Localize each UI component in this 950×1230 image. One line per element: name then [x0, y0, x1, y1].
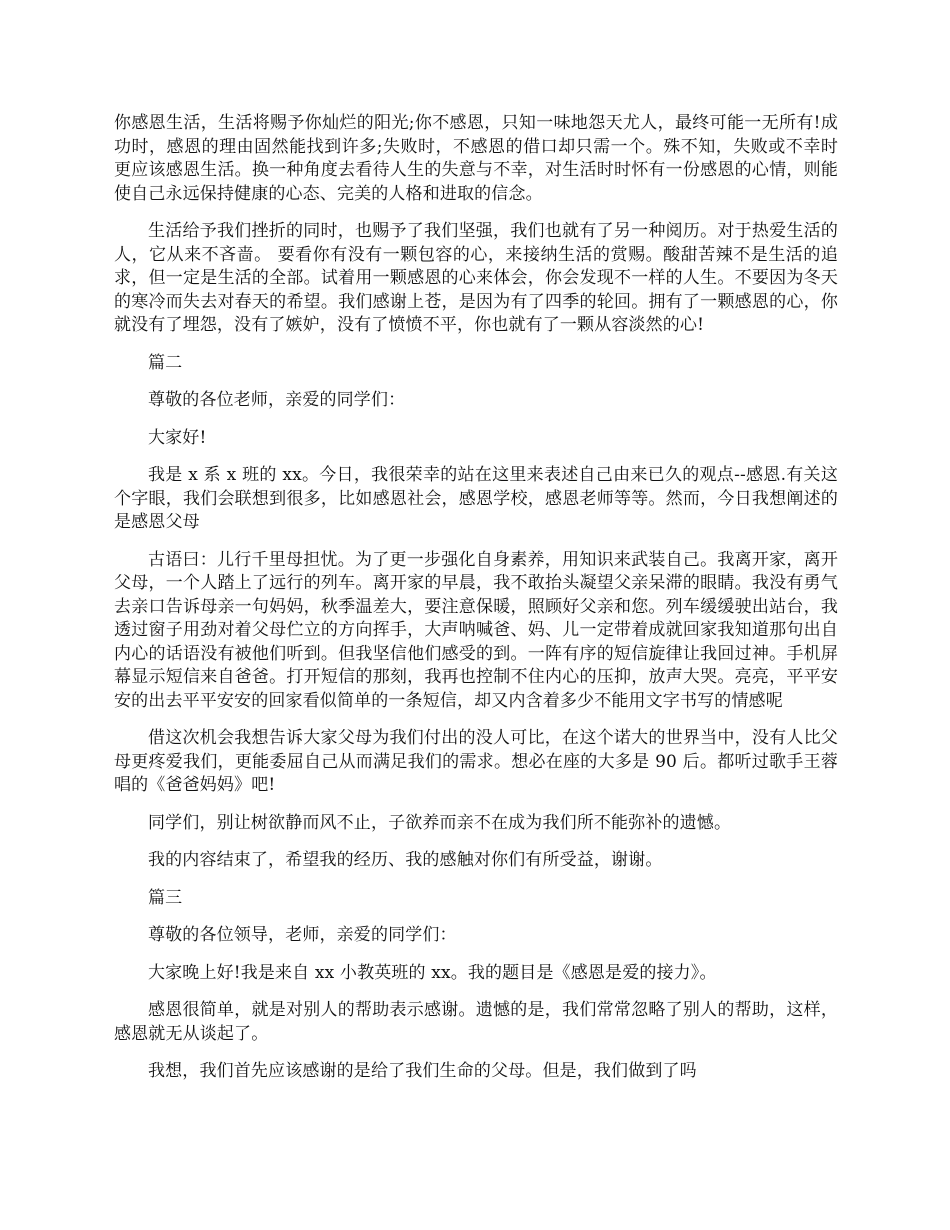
salutation: 尊敬的各位老师，亲爱的同学们：	[148, 390, 406, 410]
salutation: 尊敬的各位领导，老师，亲爱的同学们：	[148, 925, 457, 945]
paragraph: 借这次机会我想告诉大家父母为我们付出的没人可比，在这个诺大的世界当中，没有人比父母更疼爱我们，更能委屈自己从而满足我们的需求。想必在座的大多是 90 后。都听过歌手王蓉唱的《爸爸妈妈》吧!	[114, 728, 838, 795]
paragraph: 生活给予我们挫折的同时，也赐予了我们坚强，我们也就有了另一种阅历。对于热爱生活的人，它从来不吝啬。 要看你有没有一颗包容的心，来接纳生活的赏赐。酸甜苦辣不是生活的追求，但一定是生活的全部。试着用一颗感恩的心来体会，你会发现不一样的人生。不要因为冬天的寒冷而失去对春天的希望。我们感谢上苍，是因为有了四季的轮回。拥有了一颗感恩的心，你就没有了埋怨，没有了嫉妒，没有了愤愤不平，你也就有了一颗从容淡然的心!	[114, 221, 838, 335]
paragraph: 我是 x 系 x 班的 xx。今日，我很荣幸的站在这里来表述自己由来已久的观点--感恩.有关这个字眼，我们会联想到很多，比如感恩社会，感恩学校，感恩老师等等。然而，今日我想阐述的是感恩父母	[114, 465, 838, 532]
paragraph: 我的内容结束了，希望我的经历、我的感触对你们有所受益，谢谢。	[148, 850, 663, 870]
paragraph: 感恩很简单，就是对别人的帮助表示感谢。遗憾的是，我们常常忽略了别人的帮助，这样，感恩就无从谈起了。	[114, 1000, 838, 1044]
section-heading: 篇三	[148, 887, 183, 908]
paragraph: 我想，我们首先应该感谢的是给了我们生命的父母。但是，我们做到了吗	[148, 1061, 697, 1081]
greeting: 大家好!	[148, 427, 207, 448]
paragraph: 古语曰：儿行千里母担忧。为了更一步强化自身素养，用知识来武装自己。我离开家，离开父母，一个人踏上了远行的列车。离开家的早晨，我不敢抬头凝望父亲呆滞的眼睛。我没有勇气去亲口告诉母亲一句妈妈，秋季温差大，要注意保暖，照顾好父亲和您。列车缓缓驶出站台，我透过窗子用劲对着父母伫立的方向挥手，大声呐喊爸、妈、儿一定带着成就回家我知道那句出自内心的话语没有被他们听到。但我坚信他们感受的到。一阵有序的短信旋律让我回过神。手机屏幕显示短信来自爸爸。打开短信的那刻，我再也控制不住内心的压抑，放声大哭。亮亮，平平安安的出去平平安安的回家看似简单的一条短信，却又内含着多少不能用文字书写的情感呢	[114, 549, 838, 711]
paragraph: 同学们，别让树欲静而风不止，子欲养而亲不在成为我们所不能弥补的遗憾。	[148, 812, 732, 833]
paragraph-intro: 你感恩生活，生活将赐予你灿烂的阳光;你不感恩，只知一味地怨天尤人，最终可能一无所有!成功时，感恩的理由固然能找到许多;失败时，不感恩的借口却只需一个。殊不知，失败或不幸时更应该感恩生活。换一种角度去看待人生的失意与不幸，对生活时时怀有一份感恩的心情，则能使自己永远保持健康的心态、完美的人格和进取的信念。	[114, 113, 838, 204]
document-page	[114, 112, 838, 1098]
greeting: 大家晚上好!我是来自 xx 小教英班的 xx。我的题目是《感恩是爱的接力》。	[148, 962, 717, 983]
section-heading: 篇二	[148, 352, 183, 373]
